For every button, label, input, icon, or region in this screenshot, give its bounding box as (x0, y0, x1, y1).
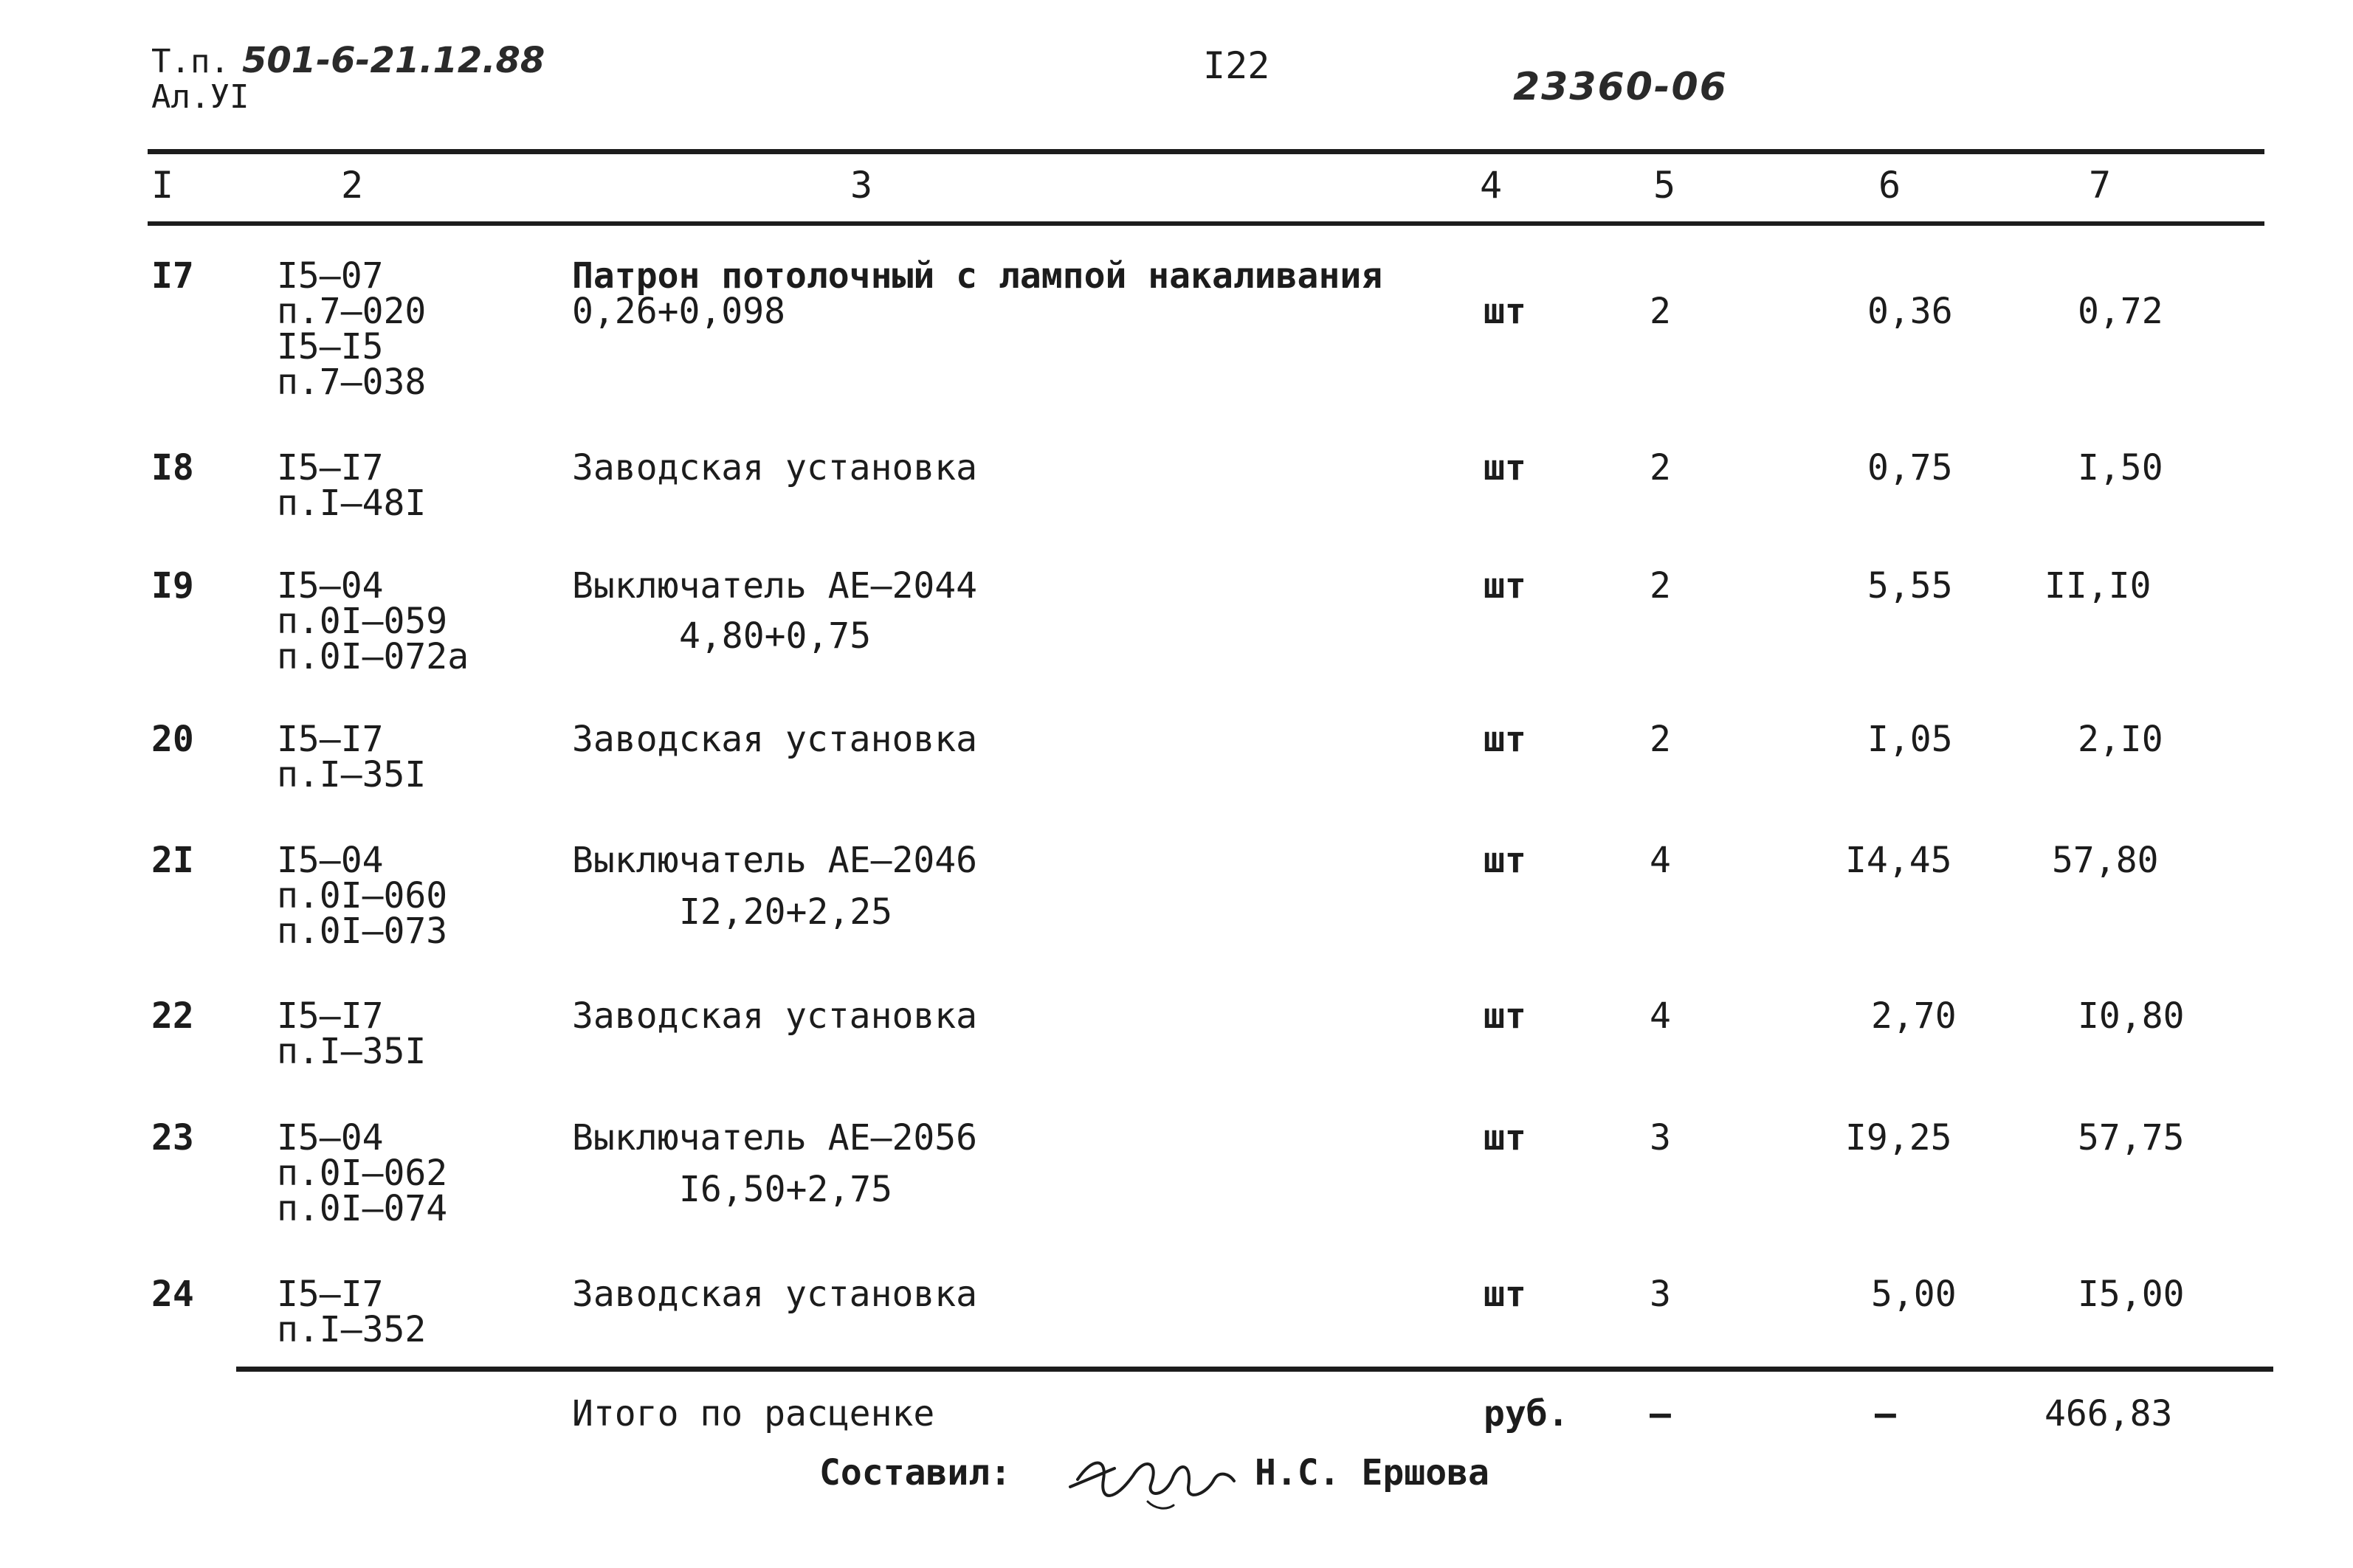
row-number: 23 (151, 1117, 194, 1158)
row-quantity: 4 (1650, 995, 1671, 1037)
row-quantity: 2 (1650, 291, 1671, 332)
row-name: Заводская установка (572, 447, 978, 488)
row-price: 2,70 (1871, 995, 1957, 1037)
row-code: п.I–35I (277, 754, 427, 795)
row-code: I5–04 (277, 565, 384, 607)
row-detail: 0,26+0,098 (572, 291, 785, 332)
row-price: 0,36 (1867, 291, 1953, 332)
row-total: 0,72 (2078, 291, 2163, 332)
row-detail: I6,50+2,75 (679, 1169, 892, 1210)
column-header-7: 7 (2089, 164, 2112, 207)
row-number: I7 (151, 255, 194, 297)
row-price: 5,00 (1871, 1274, 1957, 1315)
row-quantity: 2 (1650, 565, 1671, 607)
header-bottom-rule (148, 221, 2264, 226)
row-code: п.0I–072а (277, 636, 469, 677)
row-unit: шт (1484, 565, 1526, 607)
row-number: 24 (151, 1274, 194, 1315)
row-detail: I2,20+2,25 (679, 891, 892, 933)
row-quantity: 4 (1650, 840, 1671, 881)
row-name: Заводская установка (572, 1274, 978, 1315)
row-number: 20 (151, 719, 194, 760)
row-number: 22 (151, 995, 194, 1037)
total-unit: руб. (1484, 1393, 1569, 1434)
column-header-2: 2 (341, 164, 364, 207)
column-header-1: I (151, 164, 174, 207)
row-unit: шт (1484, 719, 1526, 760)
row-price: I9,25 (1845, 1117, 1952, 1158)
row-code: п.0I–074 (277, 1188, 448, 1229)
total-quantity-dash: – (1650, 1393, 1671, 1434)
row-code: I5–07 (277, 255, 384, 297)
row-name: Выключатель АЕ–2056 (572, 1117, 978, 1158)
row-unit: шт (1484, 995, 1526, 1037)
row-total: 57,80 (2052, 840, 2159, 881)
row-code: I5–04 (277, 1117, 384, 1158)
row-code: I5–04 (277, 840, 384, 881)
total-price-dash: – (1875, 1393, 1896, 1434)
row-code: п.7–038 (277, 362, 427, 403)
row-number: I9 (151, 565, 194, 607)
row-code: п.0I–062 (277, 1153, 448, 1194)
row-total: 2,I0 (2078, 719, 2163, 760)
row-name: Заводская установка (572, 719, 978, 760)
total-label: Итого по расценке (572, 1393, 935, 1434)
row-price: 0,75 (1867, 447, 1953, 488)
composer-name: Н.С. Ершова (1255, 1452, 1489, 1493)
row-number: I8 (151, 447, 194, 488)
table-bottom-rule (236, 1367, 2273, 1372)
signature-image (1063, 1435, 1247, 1516)
row-quantity: 2 (1650, 447, 1671, 488)
row-total: II,I0 (2044, 565, 2152, 607)
row-unit: шт (1484, 1274, 1526, 1315)
row-name: Выключатель АЕ–2046 (572, 840, 978, 881)
row-detail: 4,80+0,75 (679, 615, 872, 657)
row-code: п.0I–059 (277, 601, 448, 642)
row-name: Заводская установка (572, 995, 978, 1037)
row-unit: шт (1484, 447, 1526, 488)
row-code: I5–I7 (277, 719, 384, 760)
album-label: Ал.УI (151, 78, 249, 116)
row-code: I5–I7 (277, 1274, 384, 1315)
row-total: I,50 (2078, 447, 2163, 488)
row-number: 2I (151, 840, 194, 881)
composed-by-label: Составил: (819, 1452, 1012, 1493)
row-price: 5,55 (1867, 565, 1953, 607)
row-total: I5,00 (2078, 1274, 2185, 1315)
column-header-6: 6 (1878, 164, 1901, 207)
row-quantity: 2 (1650, 719, 1671, 760)
row-code: п.0I–073 (277, 911, 448, 952)
page-number: I22 (1203, 44, 1270, 87)
column-header-4: 4 (1480, 164, 1503, 207)
row-code: I5–I5 (277, 326, 384, 367)
row-code: п.I–48I (277, 483, 427, 524)
row-code: п.I–352 (277, 1309, 427, 1350)
total-amount: 466,83 (2044, 1393, 2173, 1434)
row-quantity: 3 (1650, 1117, 1671, 1158)
column-header-3: 3 (850, 164, 873, 207)
table-top-rule (148, 149, 2264, 154)
row-unit: шт (1484, 1117, 1526, 1158)
row-price: I,05 (1867, 719, 1953, 760)
row-code: п.7–020 (277, 291, 427, 332)
project-number: 501-6-21.12.88 (242, 40, 545, 81)
row-name: Выключатель АЕ–2044 (572, 565, 978, 607)
row-unit: шт (1484, 291, 1526, 332)
row-code: п.I–35I (277, 1031, 427, 1072)
row-total: I0,80 (2078, 995, 2185, 1037)
column-header-5: 5 (1653, 164, 1676, 207)
row-code: I5–I7 (277, 447, 384, 488)
document-code: 23360-06 (1513, 65, 1728, 109)
row-code: п.0I–060 (277, 875, 448, 916)
row-unit: шт (1484, 840, 1526, 881)
project-prefix: Т.п. (151, 43, 230, 80)
row-total: 57,75 (2078, 1117, 2185, 1158)
row-price: I4,45 (1845, 840, 1952, 881)
row-quantity: 3 (1650, 1274, 1671, 1315)
row-code: I5–I7 (277, 995, 384, 1037)
row-name: Патрон потолочный с лампой накаливания (572, 255, 1383, 297)
